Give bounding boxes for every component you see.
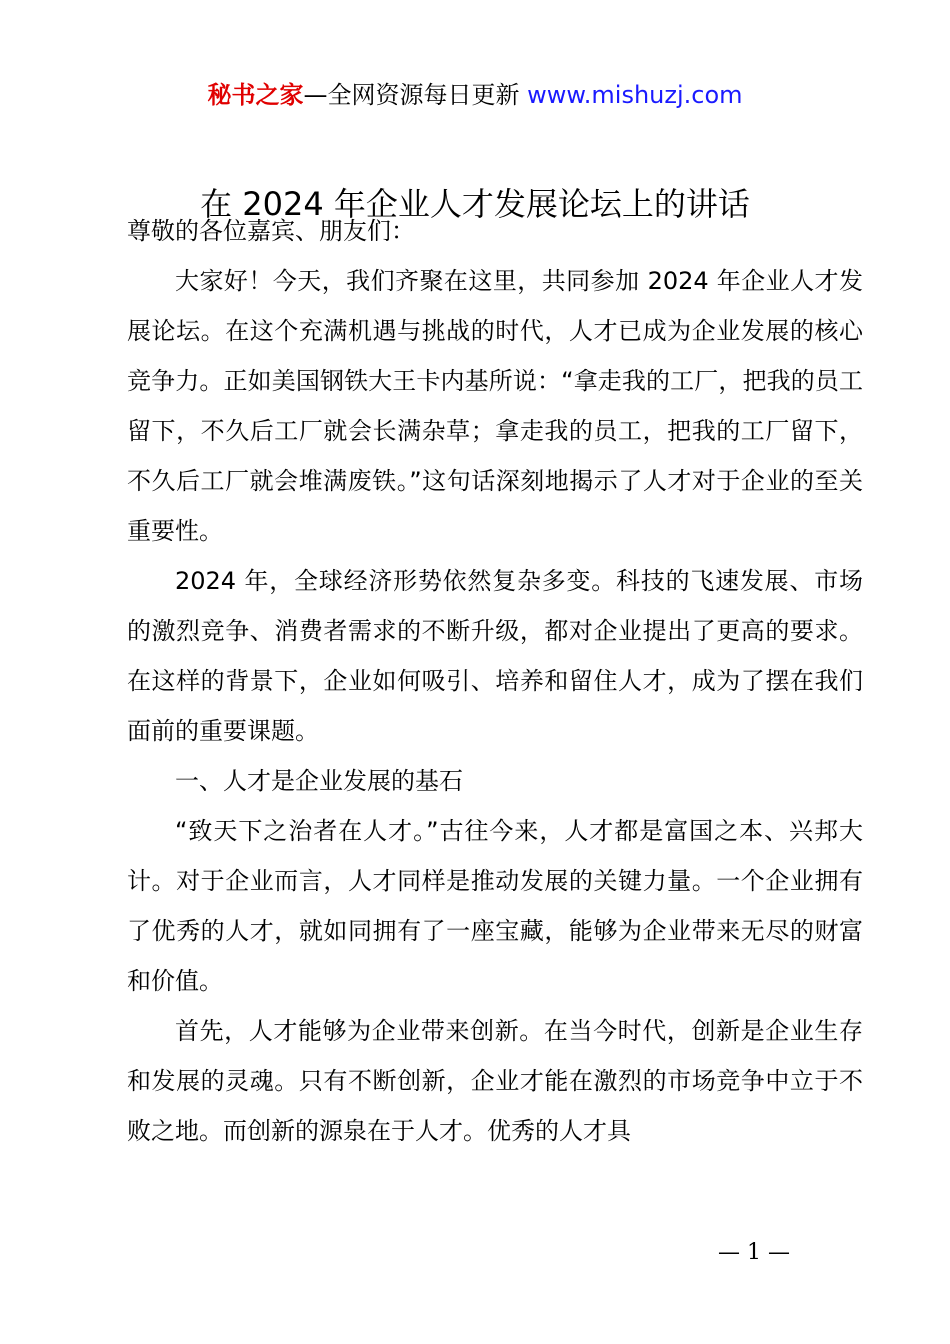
paragraph-innovation: 首先，人才能够为企业带来创新。在当今时代，创新是企业生存和发展的灵魂。只有不断创新，企业才能在激烈的市场竞争中立于不败之地。而创新的源泉在于人才。优秀的人才具 [127,1017,863,1145]
site-url-link[interactable]: www.mishuzj.com [527,81,743,109]
paragraph-background: 2024 年，全球经济形势依然复杂多变。科技的飞速发展、市场的激烈竞争、消费者需求的不断升级，都对企业提出了更高的要求。在这样的背景下，企业如何吸引、培养和留住人才，成为了摆在我们面前的重要课题。 [127,567,863,745]
brand-name: 秘书之家 [207,81,304,109]
document-title: 在 2024 年企业人才发展论坛上的讲话 [200,185,750,223]
page-number: — 1 — [718,1240,790,1265]
paragraph-talent-foundation: “致天下之治者在人才。”古往今来，人才都是富国之本、兴邦大计。对于企业而言，人才同样是推动发展的关键力量。一个企业拥有了优秀的人才，就如同拥有了一座宝藏，能够为企业带来无尽的财富和价值。 [127,817,863,995]
section-heading: 一、人才是企业发展的基石 [175,767,463,795]
salutation: 尊敬的各位嘉宾、朋友们： [127,217,415,245]
site-header [0,78,950,112]
header-tagline: —全网资源每日更新 [303,81,528,109]
document-body [127,206,863,1156]
paragraph-intro: 大家好！今天，我们齐聚在这里，共同参加 2024 年企业人才发展论坛。在这个充满机遇与挑战的时代，人才已成为企业发展的核心竞争力。正如美国钢铁大王卡内基所说：“拿走我的工厂，把我的员工留下，不久后工厂就会长满杂草；拿走我的员工，把我的工厂留下，不久后工厂就会堆满废铁。”这句话深刻地揭示了人才对于企业的至关重要性。 [127,267,863,545]
